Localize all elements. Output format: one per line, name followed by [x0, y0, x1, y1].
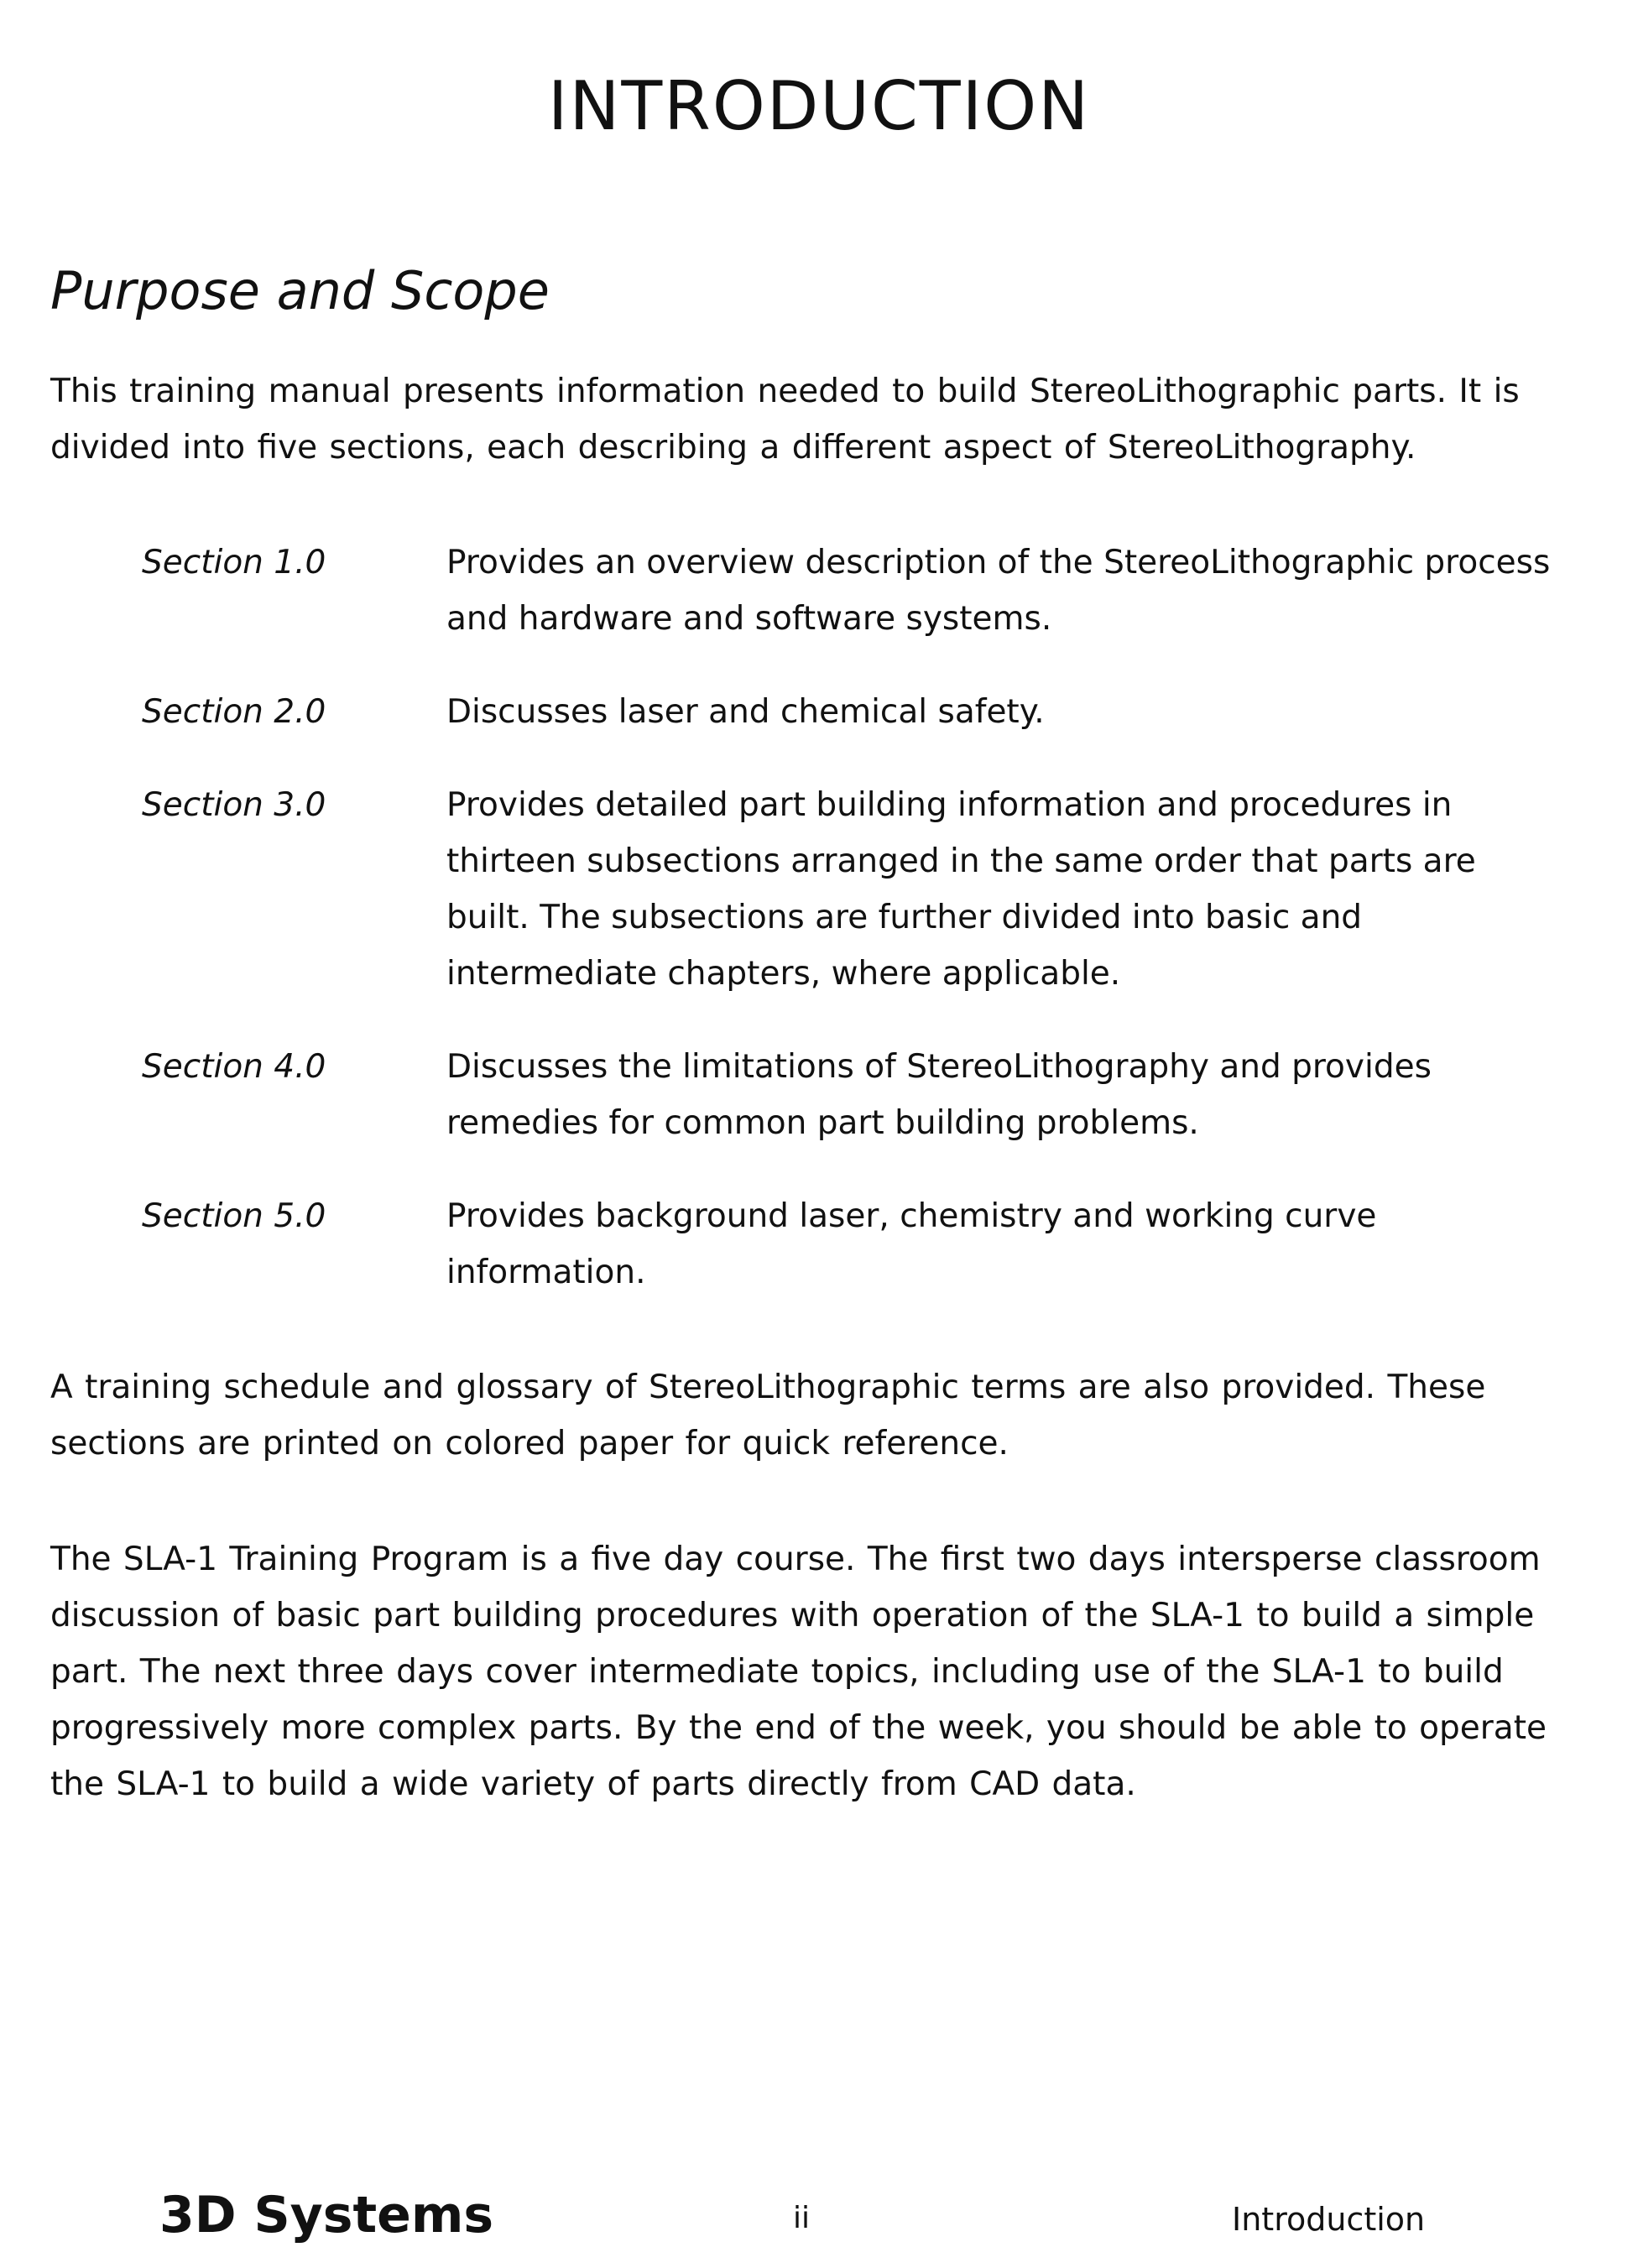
section-label: Section 2.0 [142, 684, 446, 740]
section-heading: Purpose and Scope [50, 260, 550, 321]
section-item [142, 1039, 1568, 1151]
section-description: Discusses the limitations of StereoLithography and provides remedies for common part building problems. [446, 1039, 1568, 1151]
section-list [142, 534, 1568, 1337]
section-description: Provides detailed part building information and procedures in thirteen subsections arranged in the same order that parts are built. The subsections are further divided into basic and intermediate chapters, where applicable. [446, 777, 1568, 1002]
program-paragraph: The SLA-1 Training Program is a five day course. The first two days intersperse classroom discussion of basic part building procedures with operation of the SLA-1 to build a simple part. The next three days cover intermediate topics, including use of the SLA-1 to build progressively more complex parts. By the end of the week, you should be able to operate the SLA-1 to build a wide variety of parts directly from CAD data. [50, 1531, 1594, 1812]
page-title: INTRODUCTION [0, 67, 1638, 145]
footer-section: Introduction [1232, 2201, 1425, 2238]
section-label: Section 3.0 [142, 777, 446, 1002]
schedule-paragraph: A training schedule and glossary of StereoLithographic terms are also provided. These sections are printed on colored paper for quick reference. [50, 1359, 1594, 1472]
section-label: Section 5.0 [142, 1188, 446, 1301]
section-label: Section 4.0 [142, 1039, 446, 1151]
section-item [142, 1188, 1568, 1301]
page-footer [0, 2186, 1638, 2253]
section-description: Discusses laser and chemical safety. [446, 684, 1568, 740]
section-description: Provides an overview description of the StereoLithographic process and hardware and software systems. [446, 534, 1568, 647]
section-label: Section 1.0 [142, 534, 446, 647]
footer-brand: 3D Systems [159, 2186, 493, 2245]
page-number: ii [793, 2201, 810, 2235]
section-item [142, 534, 1568, 647]
section-item [142, 777, 1568, 1002]
section-description: Provides background laser, chemistry and working curve information. [446, 1188, 1568, 1301]
intro-paragraph: This training manual presents information needed to build StereoLithographic parts. It is divided into five sections, each describing a different aspect of StereoLithography. [50, 363, 1594, 476]
section-item [142, 684, 1568, 740]
